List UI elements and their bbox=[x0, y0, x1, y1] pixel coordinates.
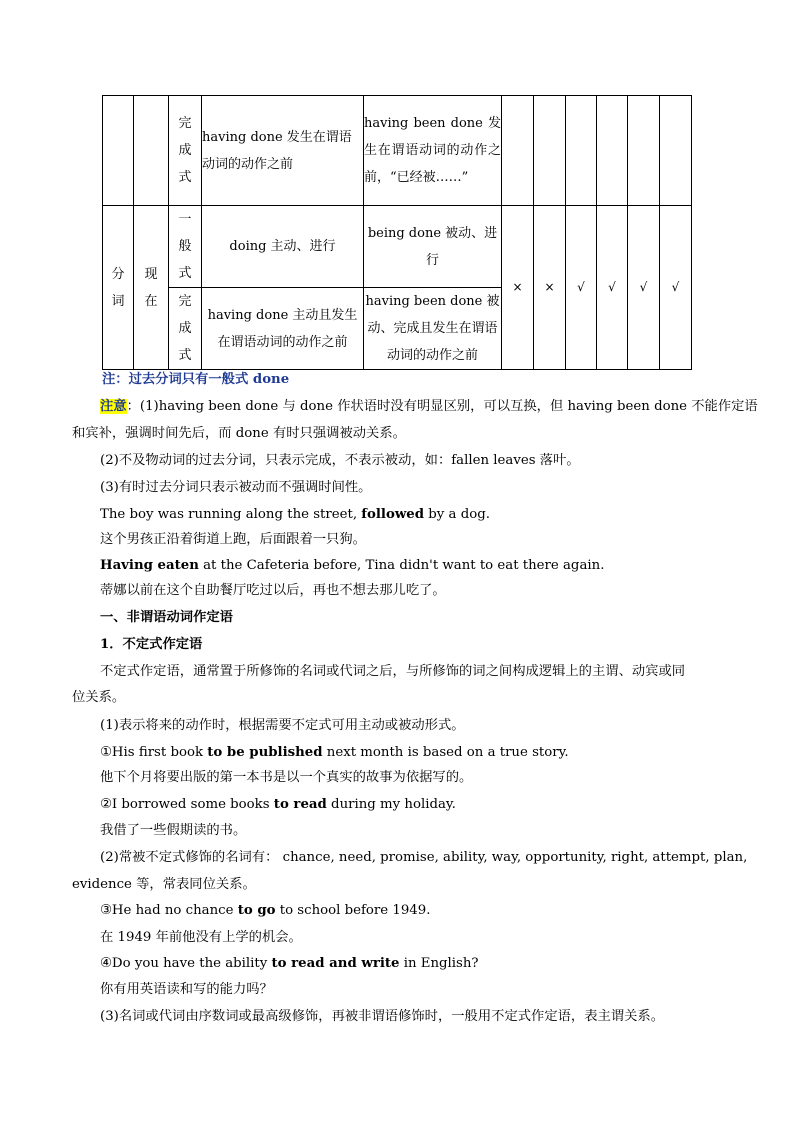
usage-mark: √ bbox=[660, 206, 692, 370]
paragraph-line: (1)表示将来的动作时，根据需要不定式可用主动或被动形式。 bbox=[100, 718, 465, 733]
paragraph-line: 不定式作定语，通常置于所修饰的名词或代词之后，与所修饰的词之间构成逻辑上的主谓、动宾或同 bbox=[100, 664, 686, 679]
paragraph-line: (2)常被不定式修饰的名词有： chance, need, promise, ability, way, opportunity, right, attempt, plan, bbox=[100, 850, 748, 865]
example-sentence: Having eaten at the Cafeteria before, Tina didn't want to eat there again. bbox=[100, 558, 605, 573]
example-sentence: ①His first book to be published next month is based on a true story. bbox=[100, 745, 569, 760]
table-cell-empty bbox=[660, 96, 692, 206]
subsection-heading: 1．不定式作定语 bbox=[100, 637, 203, 652]
attention-label: 注意 bbox=[100, 399, 127, 414]
usage-mark: × bbox=[534, 206, 566, 370]
table-cell-empty bbox=[566, 96, 597, 206]
example-sentence: ②I borrowed some books to read during my holiday. bbox=[100, 797, 456, 812]
active-form-cell: having done 主动且发生在谓语动词的动作之前 bbox=[202, 288, 364, 370]
table-cell-empty bbox=[134, 96, 169, 206]
table-cell-empty bbox=[502, 96, 534, 206]
example-translation: 蒂娜以前在这个自助餐厅吃过以后，再也不想去那儿吃了。 bbox=[100, 583, 446, 598]
example-translation: 你有用英语读和写的能力吗？ bbox=[100, 982, 273, 997]
section-heading: 一、非谓语动词作定语 bbox=[100, 610, 233, 625]
example-translation: 他下个月将要出版的第一本书是以一个真实的故事为依据写的。 bbox=[100, 770, 473, 785]
tense-cell: 现 在 bbox=[134, 206, 169, 370]
usage-mark: √ bbox=[628, 206, 660, 370]
paragraph-line: 和宾补，强调时间先后，而 done 有时只强调被动关系。 bbox=[72, 426, 406, 441]
table-row bbox=[103, 96, 692, 206]
attention-paragraph-line: 注意：(1)having been done 与 done 作状语时没有明显区别，可以互换，但 having been done 不能作定语 bbox=[100, 399, 758, 414]
paragraph-line: (3)有时过去分词只表示被动而不强调时间性。 bbox=[100, 480, 372, 495]
form-cell: 一 般 式 bbox=[169, 206, 202, 288]
table-cell-empty bbox=[103, 96, 134, 206]
table-cell-empty bbox=[628, 96, 660, 206]
participle-table bbox=[102, 95, 692, 370]
usage-mark: √ bbox=[566, 206, 597, 370]
table-cell-empty bbox=[534, 96, 566, 206]
paragraph-line: (2)不及物动词的过去分词，只表示完成，不表示被动，如：fallen leaves 落叶。 bbox=[100, 453, 580, 468]
example-translation: 我借了一些假期读的书。 bbox=[100, 823, 247, 838]
paragraph-line: evidence 等，常表同位关系。 bbox=[72, 877, 256, 892]
passive-form-cell: having been done 被动、完成且发生在谓语动词的动作之前 bbox=[364, 288, 502, 370]
active-form-cell: doing 主动、进行 bbox=[202, 206, 364, 288]
example-sentence: ③He had no chance to go to school before 1949. bbox=[100, 903, 431, 918]
example-translation: 在 1949 年前他没有上学的机会。 bbox=[100, 930, 302, 945]
table-row bbox=[103, 206, 692, 288]
form-cell: 完 成 式 bbox=[169, 288, 202, 370]
usage-mark: √ bbox=[597, 206, 628, 370]
table-cell-empty bbox=[597, 96, 628, 206]
active-form-cell: having done 发生在谓语动词的动作之前 bbox=[202, 96, 364, 206]
passive-form-cell: being done 被动、进行 bbox=[364, 206, 502, 288]
example-sentence: ④Do you have the ability to read and write in English? bbox=[100, 956, 479, 971]
paragraph-line: (3)名词或代词由序数词或最高级修饰，再被非谓语修饰时，一般用不定式作定语，表主谓关系。 bbox=[100, 1009, 665, 1024]
form-cell: 完 成 式 bbox=[169, 96, 202, 206]
past-participle-note: 注：过去分词只有一般式 done bbox=[102, 372, 290, 387]
example-translation: 这个男孩正沿着街道上跑，后面跟着一只狗。 bbox=[100, 532, 366, 547]
example-sentence: The boy was running along the street, followed by a dog. bbox=[100, 507, 490, 522]
usage-mark: × bbox=[502, 206, 534, 370]
category-cell: 分 词 bbox=[103, 206, 134, 370]
passive-form-cell: having been done 发生在谓语动词的动作之前，“已经被……” bbox=[364, 96, 502, 206]
paragraph-line: 位关系。 bbox=[72, 690, 126, 705]
